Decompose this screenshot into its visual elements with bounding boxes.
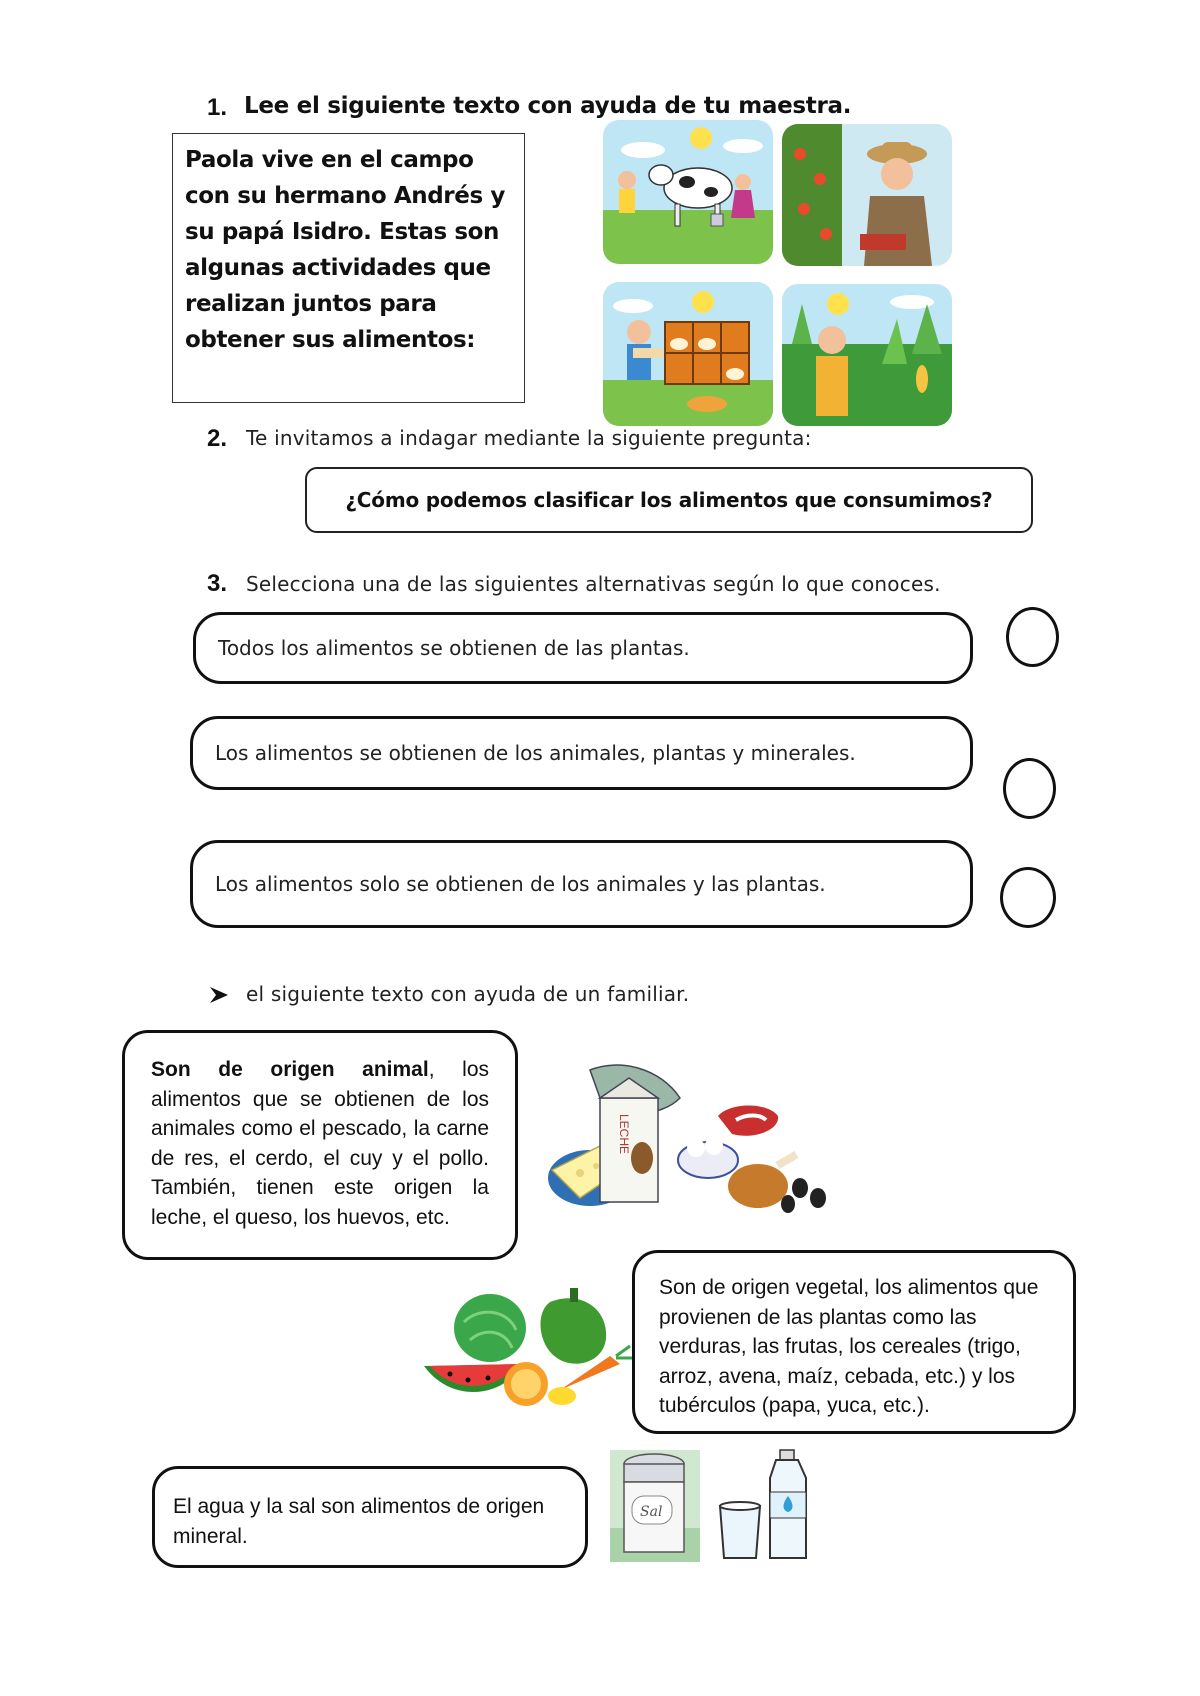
option-1-text: Todos los alimentos se obtienen de las plantas.: [218, 636, 690, 660]
vegetal-origin-text: Son de origen vegetal, los alimentos que provienen de las plantas como las verduras, las frutas, los cereales (trigo, arroz, avena, maíz, cebada, etc.) y los tubérculos (papa, yuca, etc.).: [659, 1276, 1039, 1417]
animal-origin-text: , los alimentos que se obtienen de los animales como el pescado, la carne de res, el cerdo, el cuy y el pollo. También, tienen este origen la leche, el queso, los huevos, etc.: [151, 1058, 489, 1229]
question-text: ¿Cómo podemos clasificar los alimentos que consumimos?: [345, 488, 993, 512]
animal-origin-title: Son de origen animal: [151, 1058, 429, 1081]
scene-collecting-eggs: [603, 282, 773, 426]
vegetable-foods-illustration: [420, 1282, 634, 1412]
animal-origin-box: [122, 1030, 518, 1260]
option-3[interactable]: [190, 840, 973, 928]
instruction-4: el siguiente texto con ayuda de un familiar.: [246, 982, 690, 1006]
milk-carton-label: LECHE: [617, 1114, 631, 1155]
story-text: Paola vive en el campo con su hermano Andrés y su papá Isidro. Estas son algunas actividades que realizan juntos para obtener sus alimentos:: [185, 147, 505, 353]
scene-corn-field: [782, 284, 952, 426]
instruction-1: Lee el siguiente texto con ayuda de tu maestra.: [244, 93, 852, 119]
mineral-origin-box: [152, 1466, 588, 1568]
option-3-answer-circle[interactable]: [1000, 867, 1056, 928]
salt-shaker-illustration: [610, 1450, 700, 1562]
item-number-3: 3.: [207, 570, 228, 597]
item-number-1: 1.: [207, 94, 228, 121]
arrow-bullet-icon: [208, 985, 230, 1005]
scene-milking-cow: [603, 120, 773, 264]
option-3-text: Los alimentos solo se obtienen de los animales y las plantas.: [215, 872, 826, 896]
option-2-answer-circle[interactable]: [1003, 758, 1056, 819]
mineral-origin-text: El agua y la sal son alimentos de origen mineral.: [173, 1495, 545, 1548]
option-1-answer-circle[interactable]: [1006, 607, 1059, 667]
vegetal-origin-box: [632, 1250, 1076, 1434]
instruction-2: Te invitamos a indagar mediante la siguiente pregunta:: [246, 426, 812, 450]
water-glass-and-bottle-illustration: [718, 1448, 818, 1562]
scene-harvesting-tomatoes: [782, 124, 952, 266]
animal-foods-illustration: [540, 1058, 850, 1218]
question-box: [305, 467, 1033, 533]
option-1[interactable]: [193, 612, 973, 684]
item-number-2: 2.: [207, 425, 228, 452]
story-box: [172, 133, 525, 403]
salt-label: Sal: [640, 1504, 663, 1520]
option-2-text: Los alimentos se obtienen de los animales, plantas y minerales.: [215, 741, 856, 765]
option-2[interactable]: [190, 716, 973, 790]
instruction-3: Selecciona una de las siguientes alternativas según lo que conoces.: [246, 572, 941, 596]
